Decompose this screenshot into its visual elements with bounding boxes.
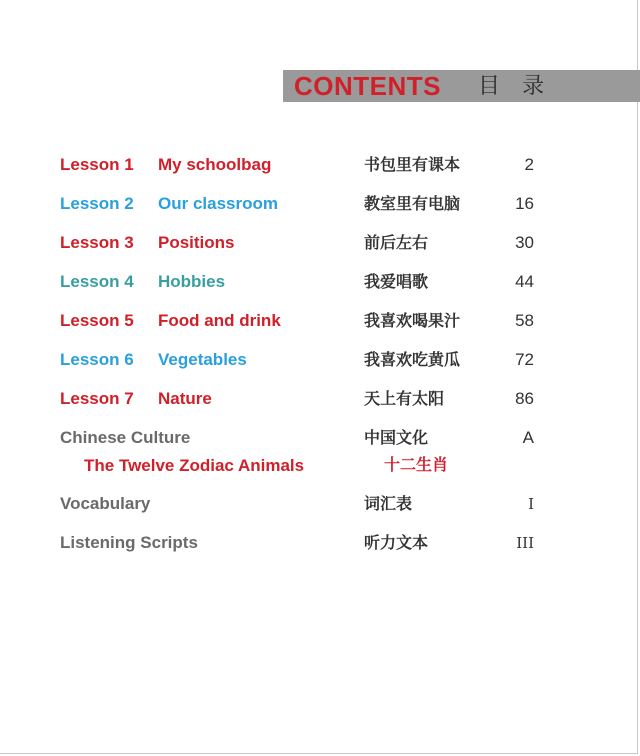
toc-entry-lesson-3[interactable]: [0, 231, 640, 255]
page-number: 16: [515, 194, 534, 213]
lesson-title: My schoolbag: [158, 155, 272, 174]
lesson-title: Food and drink: [158, 311, 281, 330]
page-number: III: [516, 534, 534, 552]
toc-entry-lesson-1[interactable]: [0, 153, 640, 177]
lesson-title: Vegetables: [158, 350, 247, 369]
lesson-title-chinese: 天上有太阳: [364, 389, 445, 408]
contents-title-chinese: 目 录: [478, 73, 553, 98]
lesson-number: Lesson 6: [60, 350, 134, 369]
toc-entry-lesson-6[interactable]: [0, 348, 640, 372]
page-number: 86: [515, 389, 534, 408]
contents-title: CONTENTS: [294, 71, 441, 101]
lesson-title-chinese: 教室里有电脑: [364, 194, 461, 213]
lesson-title-chinese: 书包里有课本: [364, 155, 461, 174]
lesson-title-chinese: 我喜欢喝果汁: [364, 311, 461, 330]
lesson-title: Positions: [158, 233, 235, 252]
page-number: 44: [515, 272, 534, 291]
lesson-number: Lesson 2: [60, 194, 134, 213]
section-title-chinese: 中国文化: [364, 428, 429, 447]
toc-entry-lesson-5[interactable]: [0, 309, 640, 333]
toc-entry-lesson-4[interactable]: [0, 270, 640, 294]
subsection-title-chinese: 十二生肖: [384, 457, 449, 474]
section-label: Vocabulary: [60, 494, 151, 513]
subsection-title: The Twelve Zodiac Animals: [84, 456, 305, 475]
toc-entry-listening-scripts[interactable]: [0, 531, 640, 555]
lesson-number: Lesson 1: [60, 155, 134, 174]
lesson-title-chinese: 我喜欢吃黄瓜: [364, 350, 461, 369]
toc-subentry-zodiac[interactable]: [0, 454, 640, 478]
page-number: 2: [524, 155, 534, 174]
toc-entry-lesson-7[interactable]: [0, 387, 640, 411]
lesson-number: Lesson 4: [60, 272, 134, 291]
lesson-title: Nature: [158, 389, 212, 408]
section-title-chinese: 词汇表: [364, 494, 413, 513]
lesson-title-chinese: 前后左右: [364, 233, 429, 252]
page-number: 72: [515, 350, 534, 369]
lesson-title: Our classroom: [158, 194, 278, 213]
section-label: Listening Scripts: [60, 533, 198, 552]
toc-entry-vocabulary[interactable]: [0, 492, 640, 516]
page-number: 30: [515, 233, 534, 252]
page-number: 58: [515, 311, 534, 330]
section-title-chinese: 听力文本: [364, 533, 429, 552]
page-number: I: [528, 495, 534, 513]
page-number: A: [522, 428, 534, 447]
lesson-title-chinese: 我爱唱歌: [364, 272, 429, 291]
lesson-number: Lesson 7: [60, 389, 134, 408]
lesson-number: Lesson 3: [60, 233, 134, 252]
section-label: Chinese Culture: [60, 428, 191, 447]
lesson-title: Hobbies: [158, 272, 226, 291]
toc-entry-chinese-culture[interactable]: [0, 426, 640, 450]
lesson-number: Lesson 5: [60, 311, 134, 330]
toc-entry-lesson-2[interactable]: [0, 192, 640, 216]
